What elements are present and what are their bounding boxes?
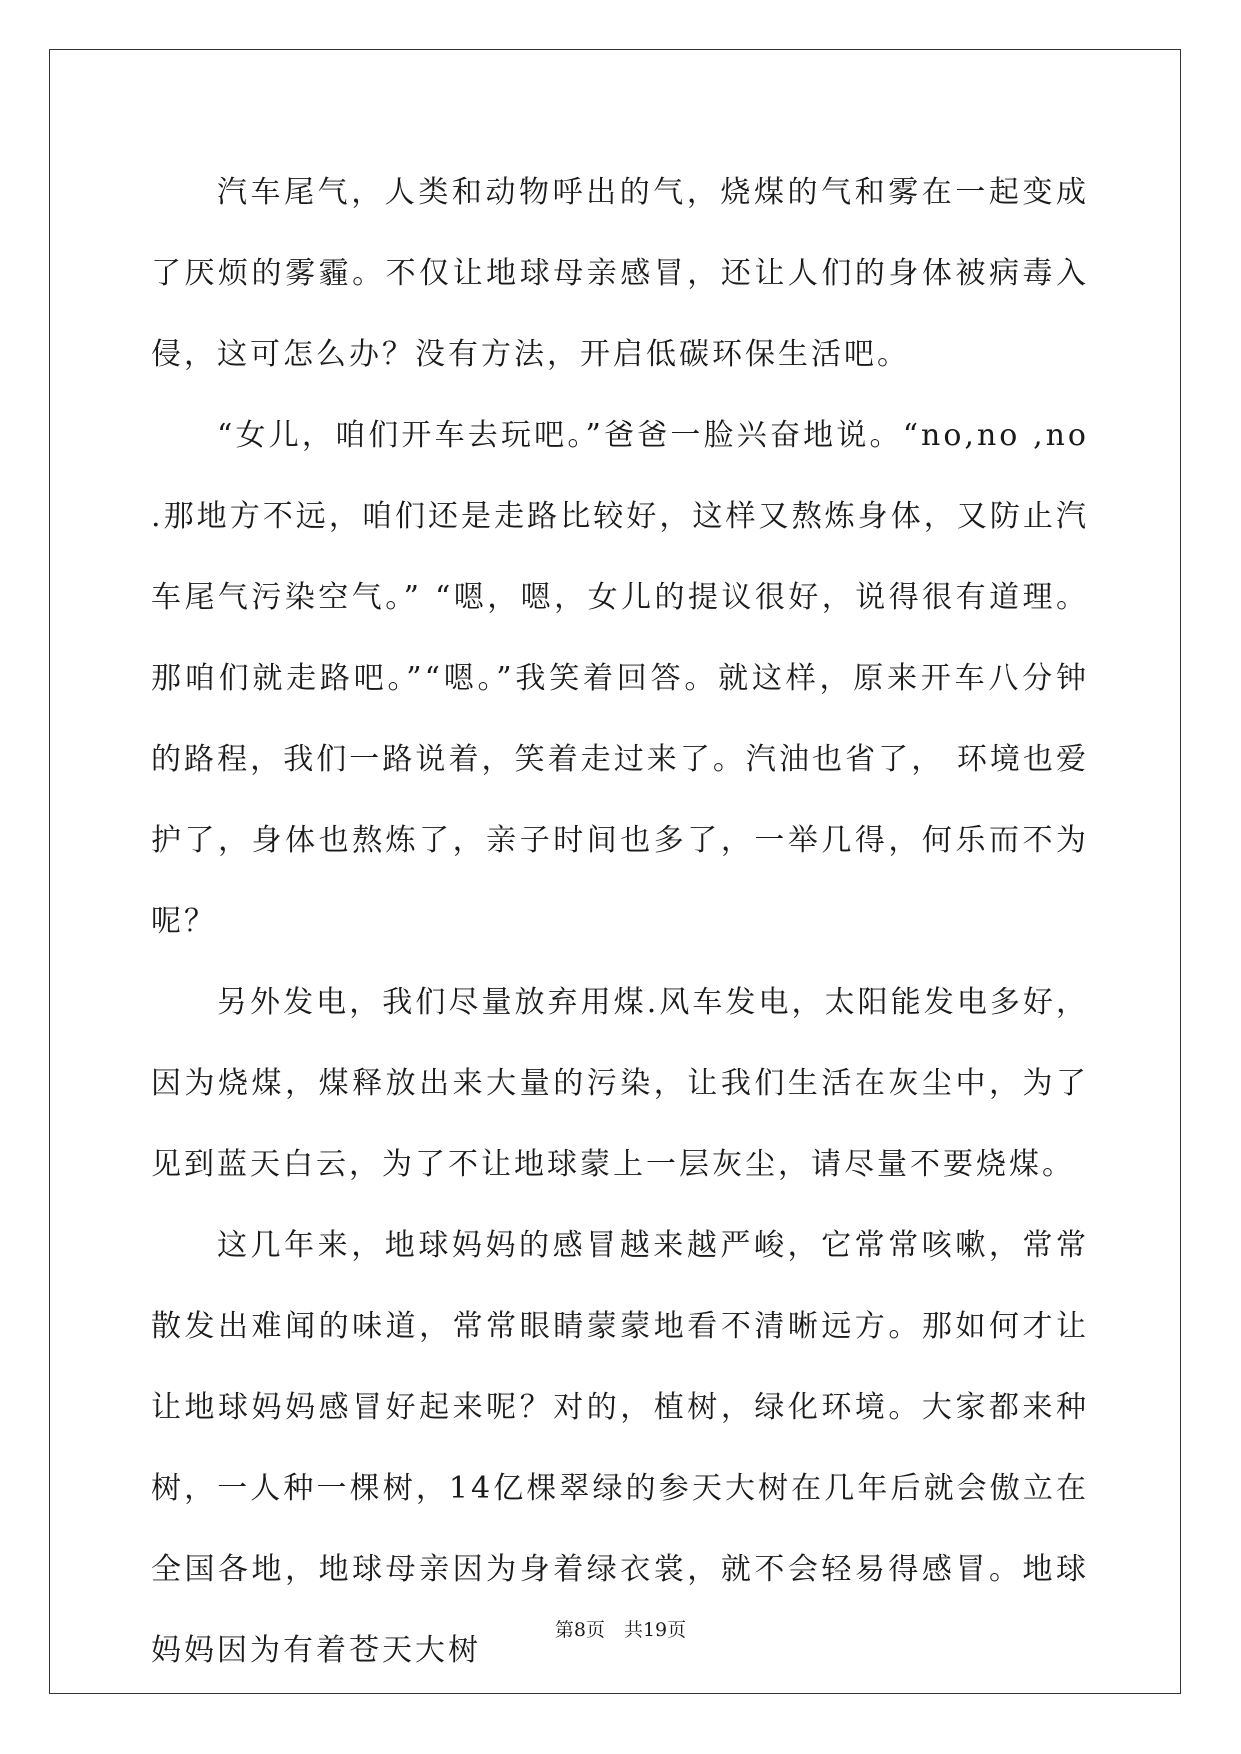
paragraph-3: 另外发电，我们尽量放弃用煤.风车发电，太阳能发电多好，因为烧煤，煤释放出来大量的污染，让我们生活在灰尘中，为了见到蓝天白云，为了不让地球蒙上一层灰尘，请尽量不要烧煤。 bbox=[151, 985, 1089, 1182]
paragraph-2: “女儿，咱们开车去玩吧。”爸爸一脸兴奋地说。“no,no ,no .那地方不远，咱们还是走路比较好，这样又熬炼身体，又防止汽车尾气污染空气。” “嗯，嗯，女儿的提议很好，说得很有道理。那咱们就走路吧。”“嗯。”我笑着回答。就这样，原来开车八分钟的路程，我们一路说着，笑着走过来了。汽油也省了， 环境也爱护了，身体也熬炼了，亲子时间也多了，一举几得，何乐而不为呢？ bbox=[151, 418, 1089, 939]
page-number-footer: 第8页 共19页 bbox=[554, 1619, 687, 1641]
paragraph-1: 汽车尾气，人类和动物呼出的气，烧煤的气和雾在一起变成了厌烦的雾霾。不仅让地球母亲感冒，还让人们的身体被病毒入侵，这可怎么办？没有方法，开启低碳环保生活吧。 bbox=[151, 175, 1089, 372]
document-body bbox=[151, 152, 1089, 1691]
paragraph-4: 这几年来，地球妈妈的感冒越来越严峻，它常常咳嗽，常常散发出难闻的味道，常常眼睛蒙蒙地看不清晰远方。那如何才让让地球妈妈感冒好起来呢？对的，植树，绿化环境。大家都来种树，一人种一棵树，14亿棵翠绿的参天大树在几年后就会傲立在全国各地，地球母亲因为身着绿衣裳，就不会轻易得感冒。地球妈妈因为有着苍天大树 bbox=[151, 1228, 1089, 1668]
